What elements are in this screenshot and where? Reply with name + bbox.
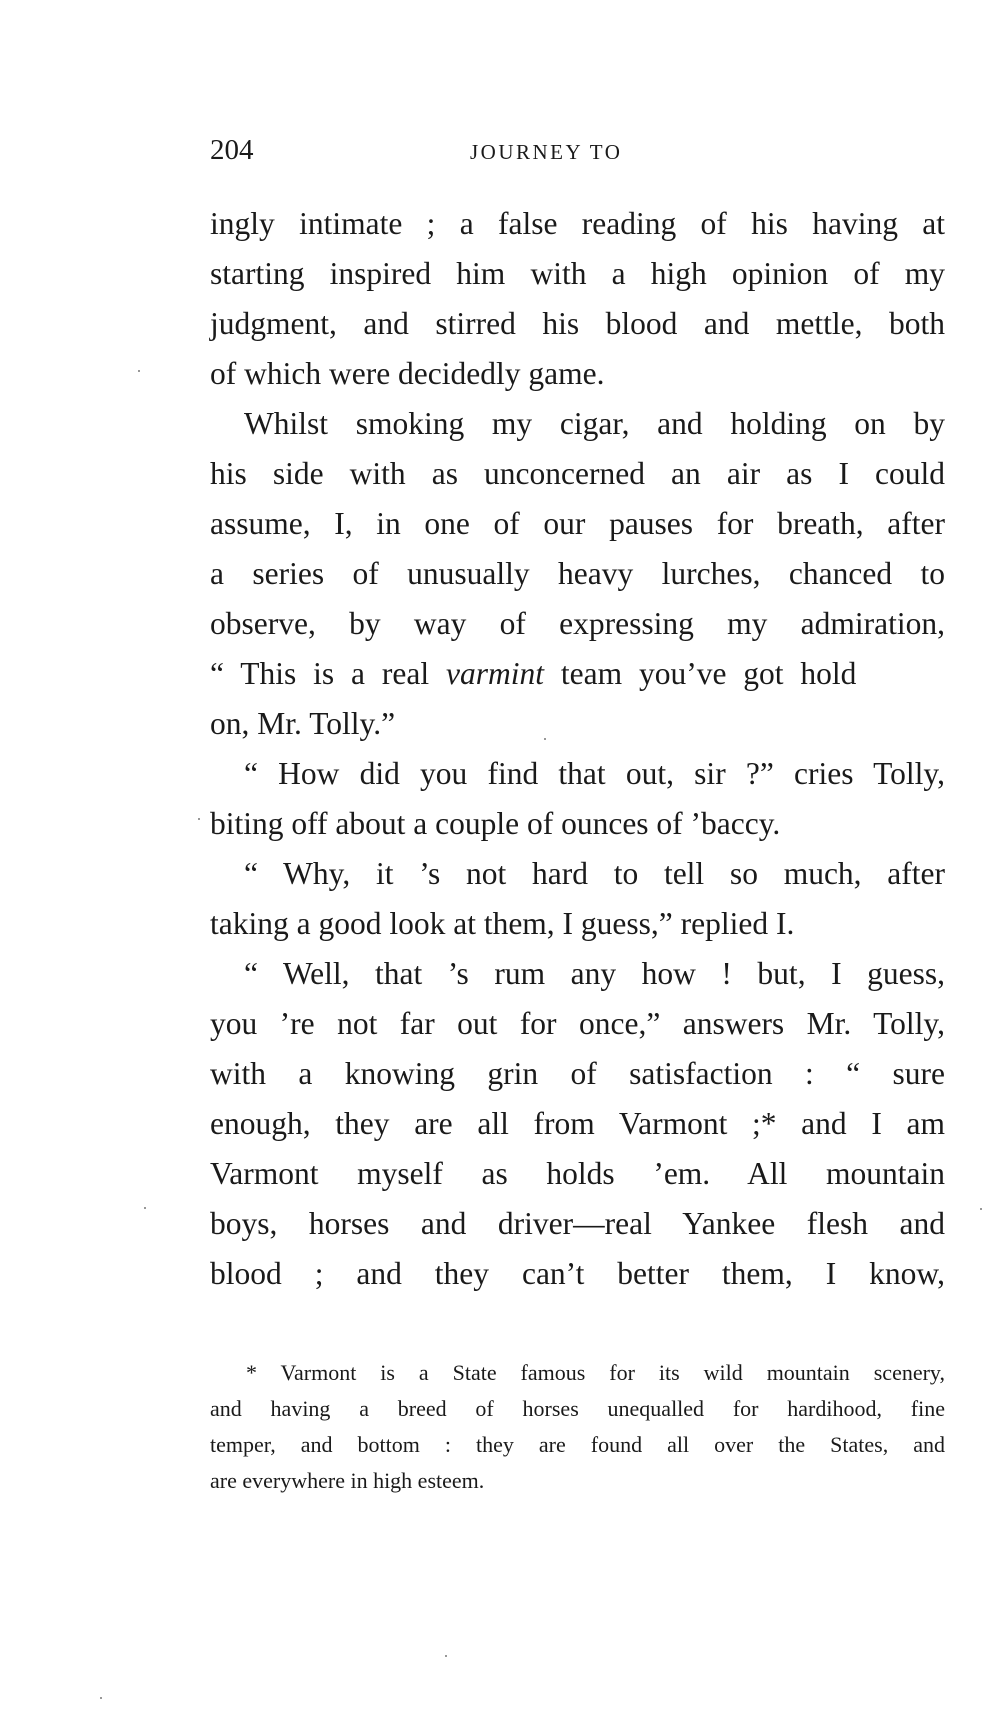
footnote xyxy=(210,1355,945,1499)
text-line: observe, by way of expressing my admiration, xyxy=(210,606,945,641)
text-line: enough, they are all from Varmont ;* and I am xyxy=(210,1106,945,1141)
text-line: with a knowing grin of satisfaction : “ sure xyxy=(210,1056,945,1091)
text-line: judgment, and stirred his blood and mettle, both xyxy=(210,306,945,341)
running-head: JOURNEY TO xyxy=(470,140,623,164)
paper-speck xyxy=(144,1207,146,1209)
text-line: assume, I, in one of our pauses for breath, after xyxy=(210,506,945,541)
text-line: you ’re not far out for once,” answers Mr. Tolly, xyxy=(210,1006,945,1041)
text-line: his side with as unconcerned an air as I could xyxy=(210,456,945,491)
page-number: 204 xyxy=(210,134,254,166)
italic-word: varmint xyxy=(445,656,544,691)
text-line: a series of unusually heavy lurches, chanced to xyxy=(210,556,945,591)
paper-speck xyxy=(544,738,546,740)
text-line: “ Well, that ’s rum any how ! but, I guess, xyxy=(244,956,945,991)
footnote-line: are everywhere in high esteem. xyxy=(210,1468,485,1493)
text-line: Whilst smoking my cigar, and holding on by xyxy=(244,406,945,441)
text-line: ingly intimate ; a false reading of his having at xyxy=(210,206,945,241)
text-line: “ How did you find that out, sir ?” cries Tolly, xyxy=(244,756,945,791)
text-fragment: “ This is a real xyxy=(210,656,446,691)
text-line: of which were decidedly game. xyxy=(210,356,605,391)
paper-speck xyxy=(980,1208,982,1210)
text-line: starting inspired him with a high opinion of my xyxy=(210,256,945,291)
text-line: blood ; and they can’t better them, I know, xyxy=(210,1256,945,1291)
text-line: Varmont myself as holds ’em. All mountain xyxy=(210,1156,945,1191)
text-line: taking a good look at them, I guess,” replied I. xyxy=(210,906,795,941)
footnote-line: and having a breed of horses unequalled for hardihood, fine xyxy=(210,1396,945,1421)
text-fragment: team you’ve got hold xyxy=(543,656,857,691)
text-line: biting off about a couple of ounces of ’baccy. xyxy=(210,806,781,841)
text-line: boys, horses and driver—real Yankee flesh and xyxy=(210,1206,945,1241)
paper-speck xyxy=(100,1697,102,1699)
footnote-line: * Varmont is a State famous for its wild mountain scenery, xyxy=(246,1360,945,1385)
paper-speck xyxy=(138,370,140,372)
text-line: “ Why, it ’s not hard to tell so much, after xyxy=(244,856,945,891)
paper-speck xyxy=(445,1655,447,1657)
text-line xyxy=(210,649,945,699)
text-line: on, Mr. Tolly.” xyxy=(210,706,396,741)
paper-speck xyxy=(198,818,200,820)
body-text xyxy=(210,199,945,1299)
footnote-line: temper, and bottom : they are found all over the States, and xyxy=(210,1432,945,1457)
